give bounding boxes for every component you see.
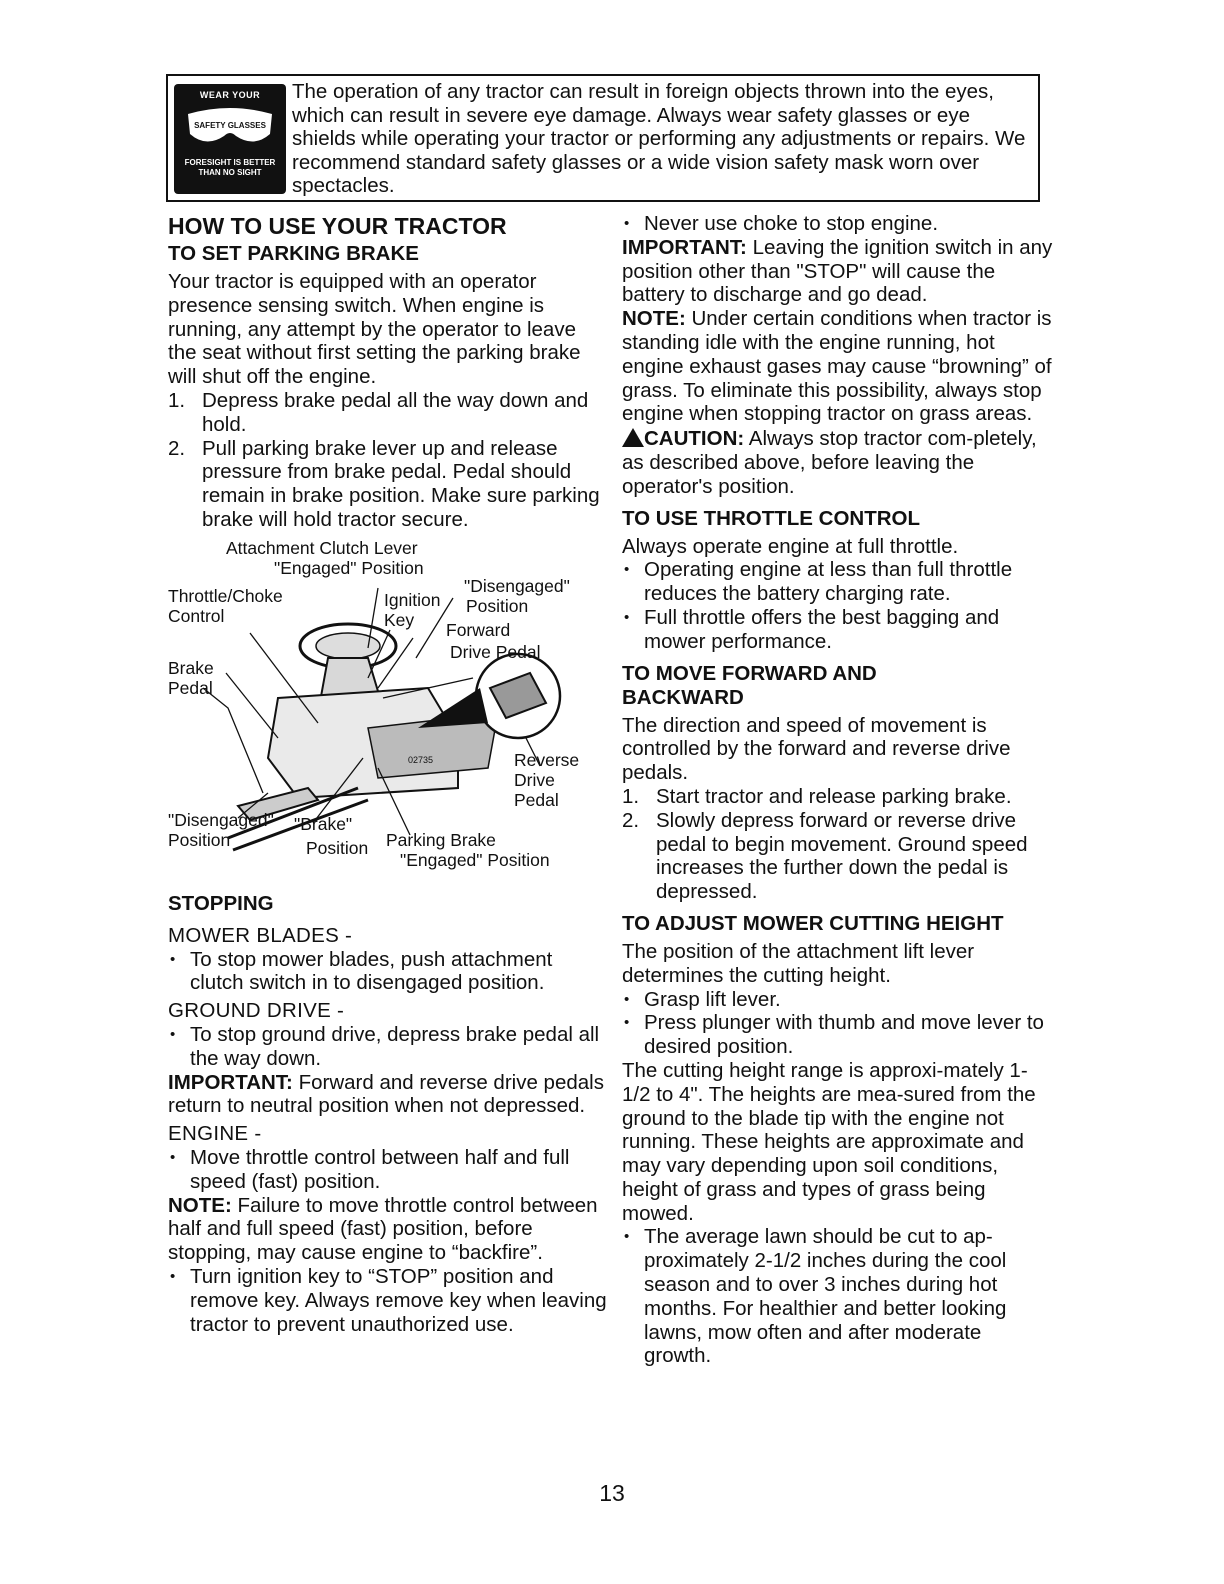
parking-brake-steps [168, 389, 608, 532]
list-item: • Grasp lift lever. [622, 988, 1054, 1012]
list-item: • To stop mower blades, push attachment clutch switch in to disengaged position. [168, 948, 608, 996]
important-label: IMPORTANT: [168, 1070, 293, 1094]
note-label: NOTE: [622, 307, 686, 331]
drive-label: Drive [514, 769, 555, 790]
cutting-height-range: The cutting height range is approxi-mately 1-1/2 to 4". The heights are mea-sured from the ground to the blade tip with the engine not running. These heights are approximate and may vary depending upon soil conditions, height of grass and types of grass being mowed. [622, 1058, 1036, 1225]
left-column [168, 212, 608, 1336]
cutting-height-bullets [622, 988, 1054, 1059]
note-label: NOTE: [168, 1193, 232, 1217]
choke-bullets [622, 212, 1054, 236]
pedal-label: Pedal [168, 677, 213, 698]
list-item [168, 389, 608, 437]
list-item: • Turn ignition key to “STOP” position and remove key. Always remove key when leaving tractor to prevent unauthorized use. [168, 1265, 608, 1336]
important-text: Leaving the ignition switch in any position other than "STOP" will cause the battery to discharge and go dead. [622, 235, 1053, 307]
important-ignition-note [622, 236, 1054, 307]
move-steps [622, 785, 1054, 904]
ground-drive-bullets [168, 1023, 608, 1071]
note-text: Under certain conditions when tractor is standing idle with the engine running, hot engine exhaust gases may cause “browning” of grass. To eliminate this possibility, always stop engine when stopping tractor on grass areas. [622, 307, 1052, 426]
control-label: Control [168, 605, 225, 626]
wear-safety-glasses-badge [174, 84, 286, 194]
page-number: 13 [599, 1480, 625, 1506]
position-top-label: Position [466, 595, 529, 616]
move-intro: The direction and speed of movement is controlled by the forward and reverse drive pedals. [622, 713, 1011, 785]
engine-bullets [168, 1146, 608, 1194]
badge-line3: FORESIGHT IS BETTER THAN NO SIGHT [184, 158, 276, 177]
step-text: Pull parking brake lever up and release pressure from brake pedal. Pedal should remain in brake position. Make sure parking brake will hold tractor secure. [202, 436, 600, 531]
throttle-intro: Always operate engine at full throttle. [622, 534, 959, 558]
ground-drive-label: GROUND DRIVE - [168, 999, 345, 1023]
caution-text: Always stop tractor com-pletely, as described above, before leaving the operator's position. [622, 427, 1037, 498]
forward-label: Forward [446, 619, 511, 640]
brake-label: Brake [168, 657, 214, 678]
badge-line1: WEAR YOUR [199, 90, 261, 100]
mower-blades-label: MOWER BLADES - [168, 923, 353, 947]
list-item: • Operating engine at less than full throttle reduces the battery charging rate. [622, 558, 1054, 606]
important-label: IMPORTANT: [622, 235, 747, 259]
step-number: 2. [622, 808, 640, 832]
step-number: 1. [168, 388, 186, 412]
banner-text: The operation of any tractor can result in foreign objects thrown into the eyes, which can result in severe eye damage. Always wear safety glasses or eye shields while operating your tractor or performing any adjustments or repairs. We recommend standard safety glasses or a wide vision safety mask worn over spectacles. [292, 80, 1026, 197]
engine-label: ENGINE - [168, 1122, 262, 1146]
engaged-position-label: "Engaged" Position [274, 557, 424, 578]
step-number: 2. [168, 436, 186, 460]
tractor-controls-diagram [168, 538, 608, 888]
stopping-heading: STOPPING [168, 891, 274, 915]
list-item: • Full throttle offers the best bagging and mower performance. [622, 606, 1054, 654]
throttle-bullets [622, 558, 1054, 653]
browning-note [622, 307, 1054, 426]
list-item: • Never use choke to stop engine. [622, 212, 1054, 236]
figure-ref-label: 02735 [408, 754, 434, 765]
badge-line2: SAFETY GLASSES [194, 121, 266, 130]
parking-brake-intro: Your tractor is equipped with an operator presence sensing switch. When engine is running, any attempt by the operator to leave the seat without first setting the parking brake will shut off the engine. [168, 270, 581, 389]
position-bottom-label: Position [168, 829, 231, 850]
key-label: Key [384, 609, 415, 630]
step-text: Start tractor and release parking brake. [656, 784, 1012, 808]
throttle-choke-label: Throttle/Choke [168, 585, 283, 606]
reverse-label: Reverse [514, 749, 580, 770]
caution-note [622, 426, 1054, 498]
list-item [168, 437, 608, 532]
note-text: Failure to move throttle control between half and full speed (fast) position, before stopping, may cause engine to “backfire”. [168, 1193, 598, 1265]
list-item [622, 785, 1054, 809]
important-stopping-note [168, 1071, 608, 1119]
move-heading: TO MOVE FORWARD AND BACKWARD [622, 661, 877, 709]
attachment-clutch-label: Attachment Clutch Lever [226, 537, 418, 558]
engine-bullets-2 [168, 1265, 608, 1336]
right-column [622, 212, 1054, 1368]
step-text: Depress brake pedal all the way down and hold. [202, 388, 589, 436]
safety-glasses-banner [166, 74, 1040, 202]
disengaged-top-label: "Disengaged" [464, 575, 570, 596]
cutting-height-heading: TO ADJUST MOWER CUTTING HEIGHT [622, 911, 1004, 935]
step-number: 1. [622, 784, 640, 808]
throttle-heading: TO USE THROTTLE CONTROL [622, 506, 921, 530]
mower-blades-bullets [168, 948, 608, 996]
brake-position-label: Position [306, 837, 369, 858]
list-item: • Move throttle control between half and full speed (fast) position. [168, 1146, 608, 1194]
parking-brake-label: Parking Brake [386, 829, 496, 850]
list-item: • To stop ground drive, depress brake pedal all the way down. [168, 1023, 608, 1071]
brake-position-quoted-label: "Brake" [294, 813, 353, 834]
warning-triangle-icon [622, 428, 644, 447]
drive-pedal-label: Drive Pedal [450, 641, 541, 662]
engaged-position-bottom-label: "Engaged" Position [400, 849, 550, 870]
ignition-label: Ignition [384, 589, 441, 610]
disengaged-bottom-label: "Disengaged" [168, 809, 274, 830]
important-text: Forward and reverse drive pedals return to neutral position when not depressed. [168, 1070, 604, 1118]
engine-note [168, 1194, 608, 1265]
list-item: • Press plunger with thumb and move lever to desired position. [622, 1011, 1054, 1059]
caution-label: CAUTION: [644, 427, 745, 451]
cutting-height-intro: The position of the attachment lift lever determines the cutting height. [622, 939, 975, 987]
cutting-height-bullets-2 [622, 1225, 1054, 1368]
step-text: Slowly depress forward or reverse drive pedal to begin movement. Ground speed increases the further down the pedal is depressed. [656, 808, 1028, 904]
list-item [622, 809, 1054, 904]
list-item: • The average lawn should be cut to ap-proximately 2-1/2 inches during the cool season and to over 3 inches during hot months. For healthier and better looking lawns, mow often and after moderate growth. [622, 1225, 1054, 1368]
pedal2-label: Pedal [514, 789, 559, 810]
parking-brake-heading: TO SET PARKING BRAKE [168, 242, 419, 265]
section-title: HOW TO USE YOUR TRACTOR [168, 213, 507, 239]
